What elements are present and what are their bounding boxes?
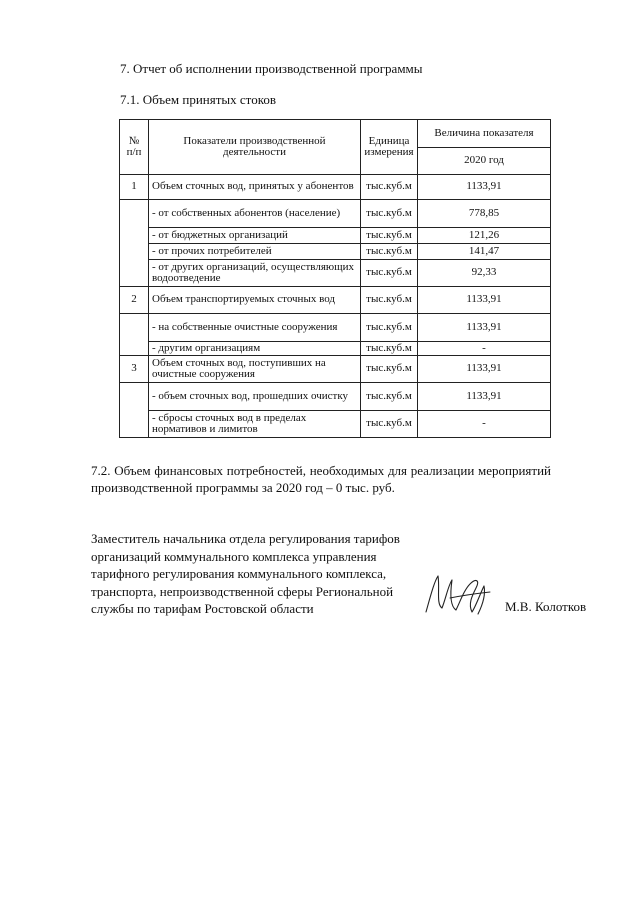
subsection-heading: 7.1. Объем принятых стоков bbox=[120, 92, 276, 107]
row-indicator: - от бюджетных организаций bbox=[149, 228, 361, 244]
col-year-header: 2020 год bbox=[418, 148, 551, 175]
table-row bbox=[120, 200, 551, 228]
row-unit: тыс.куб.м bbox=[361, 200, 418, 228]
table-row bbox=[120, 244, 551, 260]
table-row bbox=[120, 175, 551, 200]
row-value: 1133,91 bbox=[418, 175, 551, 200]
position-line: организаций коммунального комплекса управления bbox=[91, 548, 377, 564]
row-value: - bbox=[418, 342, 551, 356]
row-unit: тыс.куб.м bbox=[361, 411, 418, 438]
table-row bbox=[120, 314, 551, 342]
row-indicator: - на собственные очистные сооружения bbox=[149, 314, 361, 342]
row-num-empty bbox=[120, 200, 149, 287]
table-row bbox=[120, 260, 551, 287]
row-unit: тыс.куб.м bbox=[361, 175, 418, 200]
col-num-header: № п/п bbox=[120, 120, 149, 175]
table-row bbox=[120, 383, 551, 411]
row-num: 3 bbox=[120, 356, 149, 383]
table-row bbox=[120, 356, 551, 383]
signatory-position bbox=[91, 530, 421, 618]
row-unit: тыс.куб.м bbox=[361, 287, 418, 314]
col-indicator-header: Показатели производственной деятельности bbox=[149, 120, 361, 175]
row-num: 1 bbox=[120, 175, 149, 200]
stocks-table bbox=[119, 119, 551, 438]
section-heading: 7. Отчет об исполнении производственной программы bbox=[120, 61, 423, 76]
table-row bbox=[120, 287, 551, 314]
row-indicator: Объем сточных вод, принятых у абонентов bbox=[149, 175, 361, 200]
row-indicator: - от других организаций, осуществляющих водоотведение bbox=[149, 260, 361, 287]
row-indicator: - сбросы сточных вод в пределах нормативов и лимитов bbox=[149, 411, 361, 438]
table-row bbox=[120, 342, 551, 356]
col-value-header: Величина показателя bbox=[418, 120, 551, 148]
table-row bbox=[120, 228, 551, 244]
row-value: 1133,91 bbox=[418, 383, 551, 411]
row-value: 92,33 bbox=[418, 260, 551, 287]
row-value: 1133,91 bbox=[418, 287, 551, 314]
row-value: 778,85 bbox=[418, 200, 551, 228]
row-indicator: Объем сточных вод, поступивших на очистные сооружения bbox=[149, 356, 361, 383]
row-num-empty bbox=[120, 314, 149, 356]
row-value: 121,26 bbox=[418, 228, 551, 244]
row-value: 141,47 bbox=[418, 244, 551, 260]
position-line: Заместитель начальника отдела регулирования тарифов bbox=[91, 531, 400, 546]
row-unit: тыс.куб.м bbox=[361, 383, 418, 411]
row-unit: тыс.куб.м bbox=[361, 342, 418, 356]
row-unit: тыс.куб.м bbox=[361, 356, 418, 383]
position-line: службы по тарифам Ростовской области bbox=[91, 601, 314, 616]
handwritten-signature bbox=[420, 568, 500, 620]
row-indicator: Объем транспортируемых сточных вод bbox=[149, 287, 361, 314]
row-indicator: - другим организациям bbox=[149, 342, 361, 356]
row-indicator: - объем сточных вод, прошедших очистку bbox=[149, 383, 361, 411]
row-num: 2 bbox=[120, 287, 149, 314]
row-unit: тыс.куб.м bbox=[361, 244, 418, 260]
position-line: тарифного регулирования коммунального комплекса, bbox=[91, 566, 387, 581]
row-value: 1133,91 bbox=[418, 356, 551, 383]
table-row bbox=[120, 411, 551, 438]
row-indicator: - от прочих потребителей bbox=[149, 244, 361, 260]
row-value: - bbox=[418, 411, 551, 438]
row-value: 1133,91 bbox=[418, 314, 551, 342]
row-unit: тыс.куб.м bbox=[361, 260, 418, 287]
row-indicator: - от собственных абонентов (население) bbox=[149, 200, 361, 228]
signatory-name: М.В. Колотков bbox=[505, 599, 587, 614]
financial-needs-paragraph: 7.2. Объем финансовых потребностей, необходимых для реализации мероприятий производственной программы за 2020 год – 0 тыс. руб. bbox=[91, 463, 551, 495]
row-unit: тыс.куб.м bbox=[361, 314, 418, 342]
row-unit: тыс.куб.м bbox=[361, 228, 418, 244]
position-line: транспорта, непроизводственной сферы Региональной bbox=[91, 583, 394, 599]
col-unit-header: Единица измерения bbox=[361, 120, 418, 175]
row-num-empty bbox=[120, 383, 149, 438]
